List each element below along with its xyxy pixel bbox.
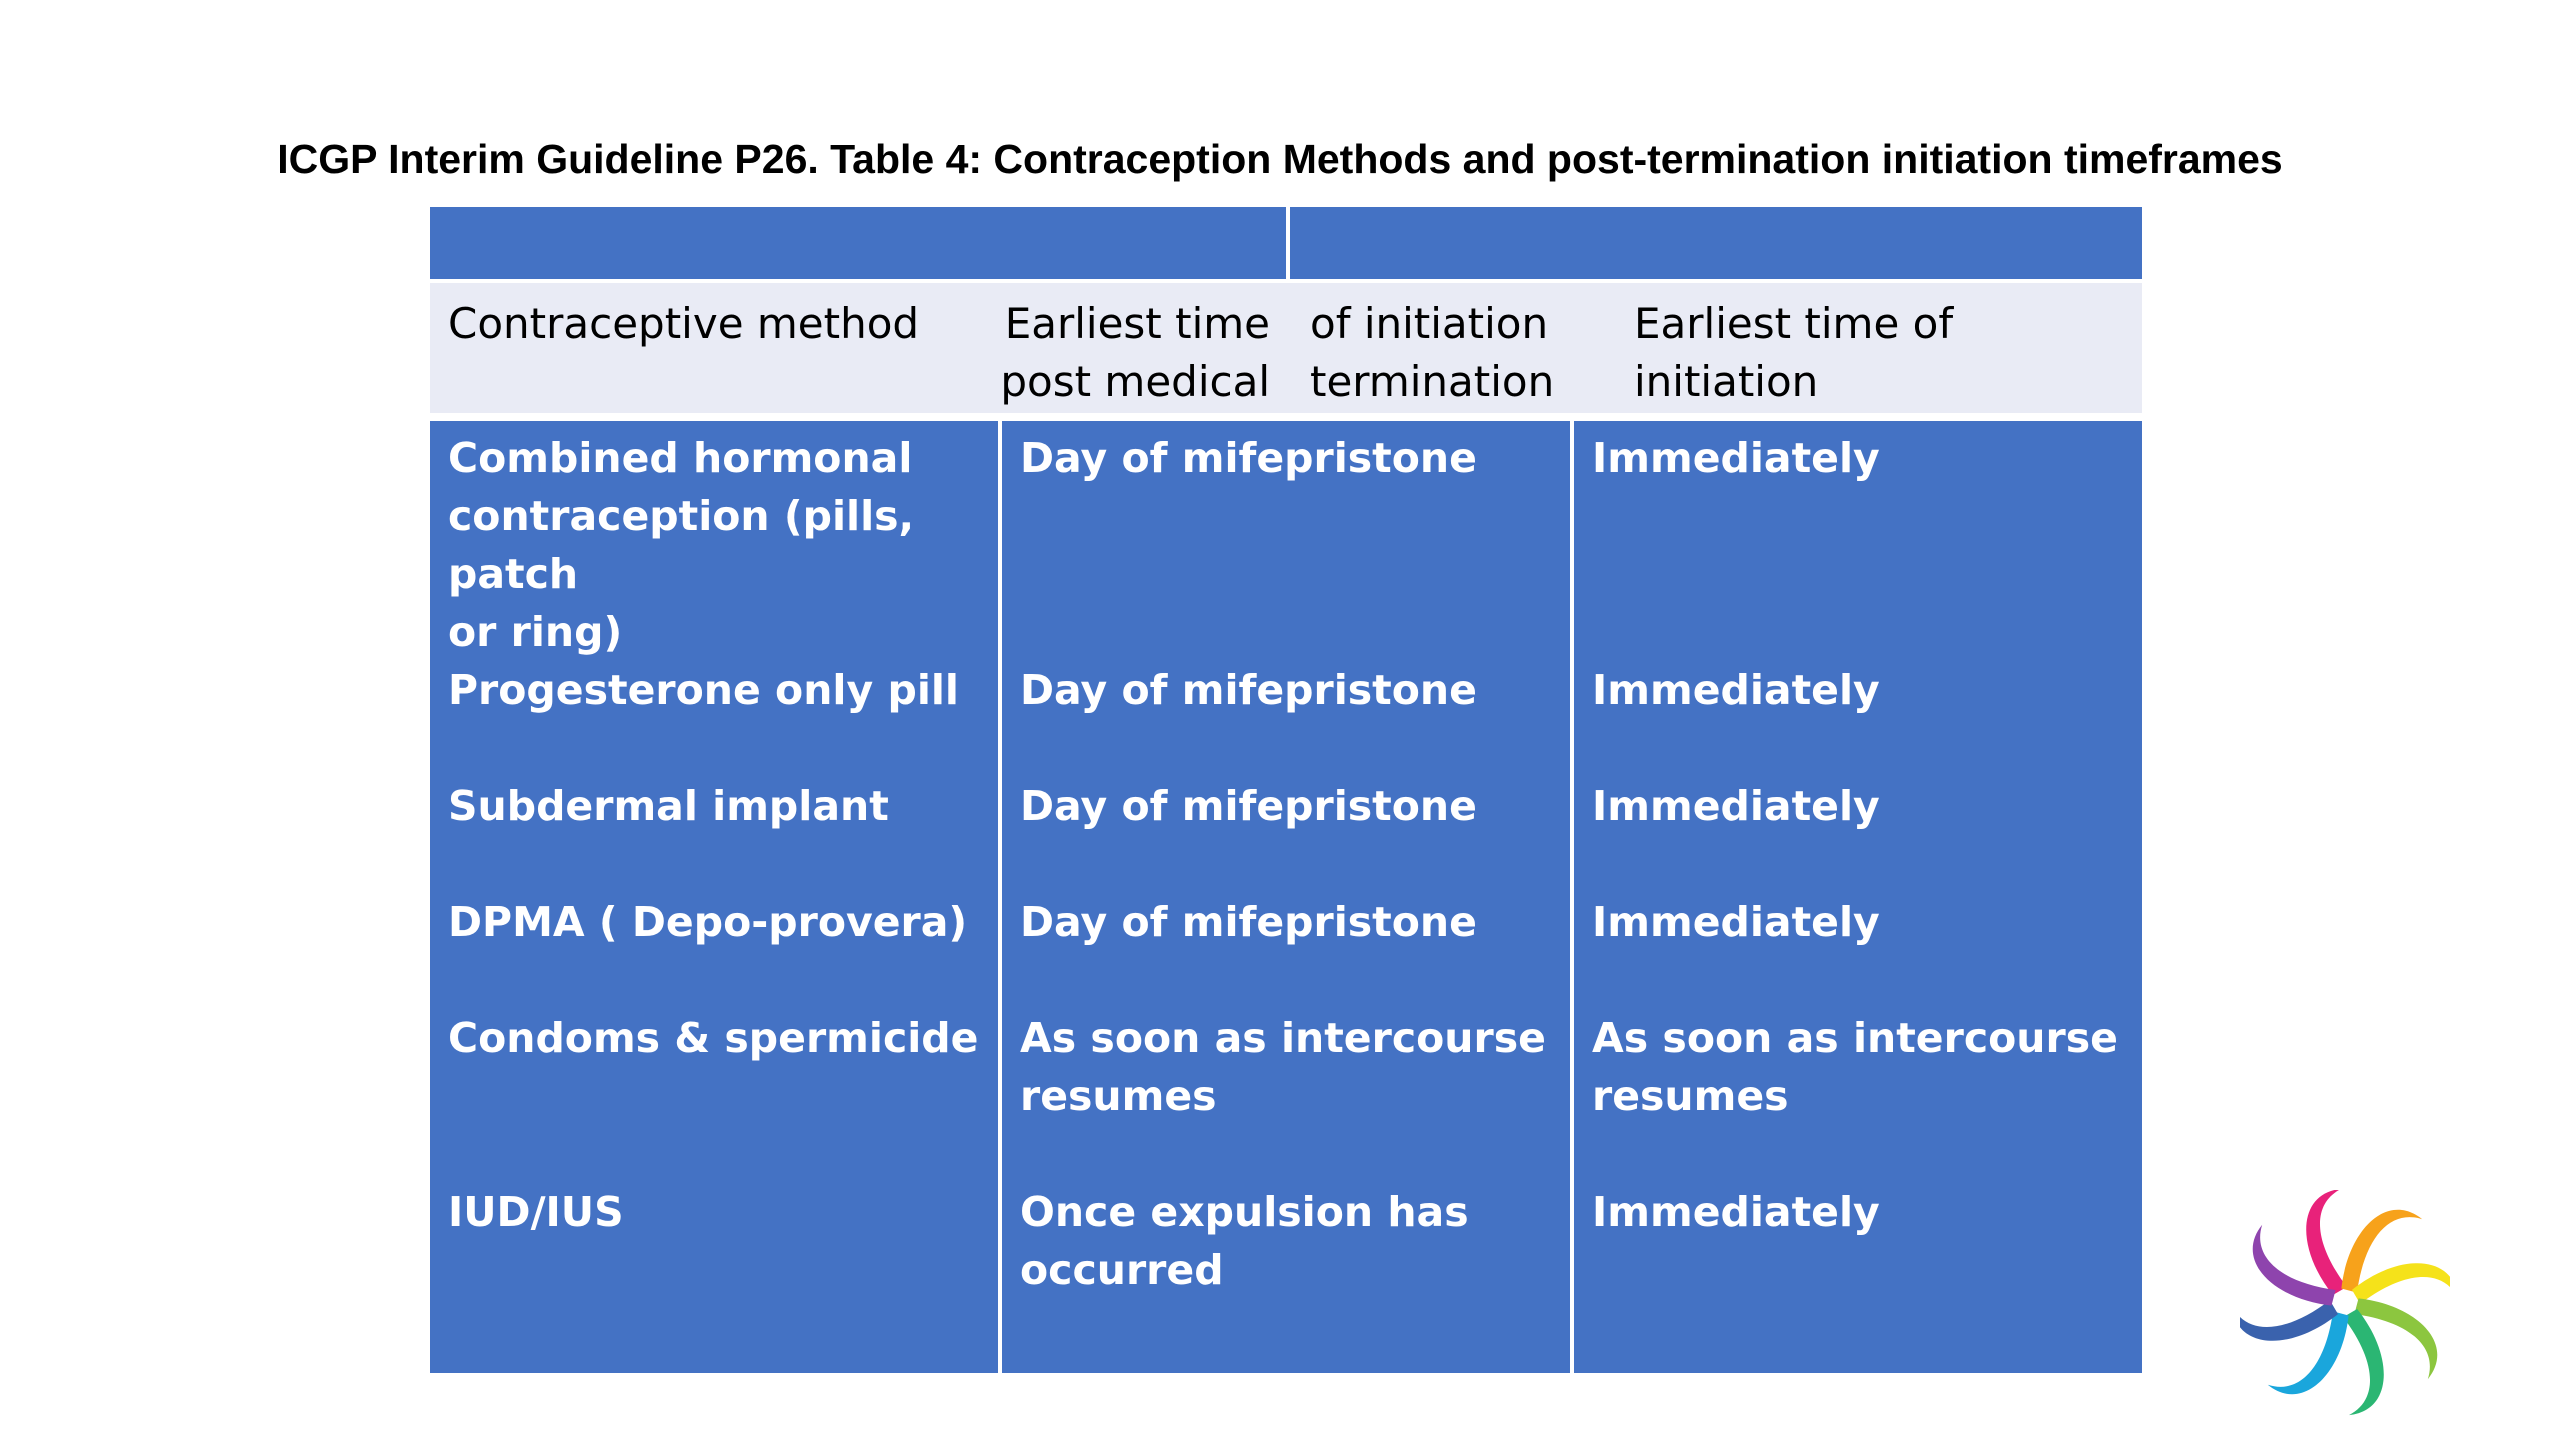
surgical-row-1: Immediately <box>1592 434 1880 482</box>
method-row-3: Subdermal implant <box>448 782 889 830</box>
table-header-row <box>430 283 2142 413</box>
slide-title: ICGP Interim Guideline P26. Table 4: Contraception Methods and post-termination initiation timeframes <box>277 136 2283 182</box>
method-row-6: IUD/IUS <box>448 1188 624 1236</box>
column-medical-termination <box>1002 421 1570 1373</box>
method-row-1: Combined hormonal contraception (pills, patch or ring) <box>448 434 915 656</box>
header-initiation-line2: termination <box>1310 357 1555 406</box>
header-surgical-line2 <box>1594 411 2142 413</box>
surgical-row-4: Immediately <box>1592 898 1880 946</box>
column-contraceptive-method <box>430 421 998 1373</box>
surgical-row-2: Immediately <box>1592 666 1880 714</box>
method-row-2: Progesterone only pill <box>448 666 959 714</box>
pinwheel-logo-icon <box>2240 1190 2450 1420</box>
medical-row-3: Day of mifepristone <box>1020 782 1477 830</box>
header-medical-part <box>1000 283 1290 413</box>
medical-row-5: As soon as intercourse resumes <box>1020 1014 1546 1120</box>
header-medical-line2: post medical <box>1000 357 1270 406</box>
medical-row-2: Day of mifepristone <box>1020 666 1477 714</box>
header-surgical <box>1580 283 2142 413</box>
header-initiation-part <box>1290 283 1580 413</box>
surgical-row-6: Immediately <box>1592 1188 1880 1236</box>
medical-row-6: Once expulsion has occurred <box>1020 1188 1469 1294</box>
table-top-band-right <box>1290 207 2142 279</box>
header-surgical-line1: Earliest time of initiation <box>1634 299 1954 406</box>
header-contraceptive-method <box>430 283 1000 413</box>
table-top-band-left <box>430 207 1286 279</box>
medical-row-1: Day of mifepristone <box>1020 434 1477 482</box>
column-surgical-termination <box>1574 421 2142 1373</box>
header-medical-line1: Earliest time <box>1004 299 1270 348</box>
header-initiation-line1: of initiation <box>1310 299 1549 348</box>
contraception-table <box>430 207 2142 1373</box>
header-contraceptive-method-label: Contraceptive method <box>448 299 920 348</box>
surgical-row-5: As soon as intercourse resumes <box>1592 1014 2118 1120</box>
method-row-5: Condoms & spermicide <box>448 1014 979 1062</box>
method-row-4: DPMA ( Depo-provera) <box>448 898 968 946</box>
surgical-row-3: Immediately <box>1592 782 1880 830</box>
medical-row-4: Day of mifepristone <box>1020 898 1477 946</box>
